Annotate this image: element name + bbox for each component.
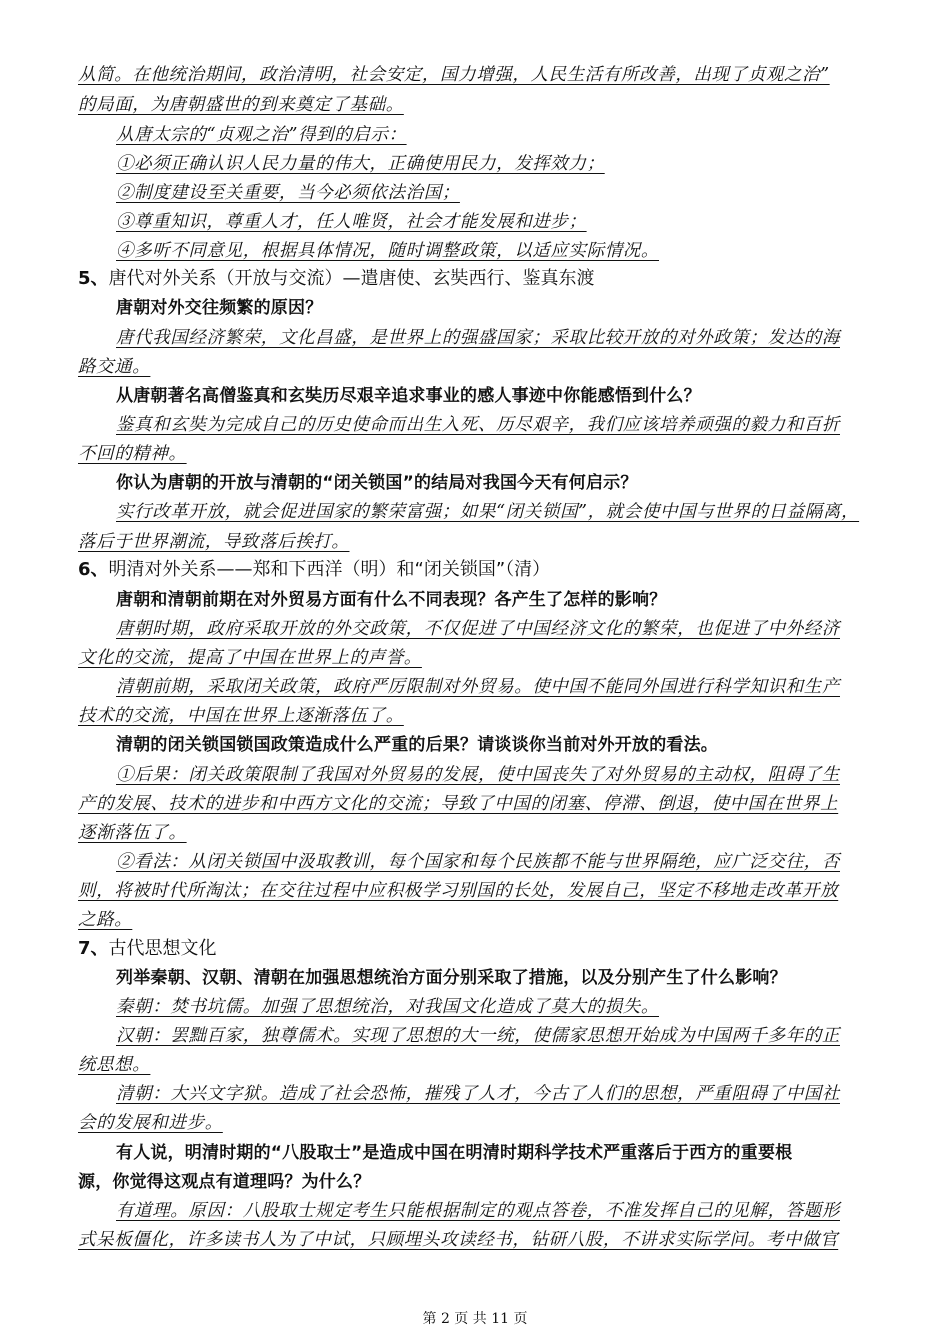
answer-line: 清朝前期，采取闭关政策，政府严厉限制对外贸易。使中国不能同外国进行科学知识和生产 [116, 677, 840, 697]
answer-line: ④多听不同意见，根据具体情况，随时调整政策，以适应实际情况。 [116, 241, 659, 261]
answer-line: 从唐太宗的“贞观之治”得到的启示： [116, 125, 407, 145]
answer-line: ①必须正确认识人民力量的伟大，正确使用民力，发挥效力； [116, 154, 605, 174]
answer-line: 唐代我国经济繁荣，文化昌盛，是世界上的强盛国家；采取比较开放的对外政策；发达的海 [116, 328, 840, 348]
section-title: 唐代对外关系（开放与交流）—遣唐使、玄奘西行、鉴真东渡 [108, 268, 595, 289]
answer-line: 则，将被时代所淘汰；在交往过程中应积极学习别国的长处，发展自己，坚定不移地走改革开放 [78, 881, 839, 901]
question-line: 清朝的闭关锁国锁国政策造成什么严重的后果？请谈谈你当前对外开放的看法。 [116, 735, 718, 755]
page-number-footer: 第 2 页 共 11 页 [422, 1311, 528, 1327]
answer-line: ③尊重知识，尊重人才，任人唯贤，社会才能发展和进步； [116, 212, 587, 232]
question-line: 你认为唐朝的开放与清朝的“闭关锁国”的结局对我国今天有何启示？ [116, 473, 638, 493]
answer-line: ②制度建设至关重要，当今必须依法治国； [116, 183, 460, 203]
question-line: 唐朝和清朝前期在对外贸易方面有什么不同表现？各产生了怎样的影响？ [116, 590, 667, 610]
answer-line: 鉴真和玄奘为完成自己的历史使命而出生入死、历尽艰辛，我们应该培养顽强的毅力和百折 [116, 415, 840, 435]
answer-line: 会的发展和进步。 [78, 1113, 223, 1133]
answer-line: 唐朝时期，政府采取开放的外交政策，不仅促进了中国经济文化的繁荣，也促进了中外经济 [116, 619, 840, 639]
answer-line: 路交通。 [78, 357, 151, 377]
question-line: 从唐朝著名高僧鉴真和玄奘历尽艰辛追求事业的感人事迹中你能感悟到什么？ [116, 386, 701, 406]
answer-line: 落后于世界潮流，导致落后挨打。 [78, 532, 350, 552]
answer-line: ①后果：闭关政策限制了我国对外贸易的发展，使中国丧失了对外贸易的主动权，阻碍了生 [116, 765, 840, 785]
section-title: 明清对外关系——郑和下西洋（明）和“闭关锁国”（清） [108, 559, 551, 580]
answer-line: ②看法：从闭关锁国中汲取教训，每个国家和每个民族都不能与世界隔绝，应广泛交往，否 [116, 852, 840, 872]
question-line: 列举秦朝、汉朝、清朝在加强思想统治方面分别采取了措施，以及分别产生了什么影响？ [116, 968, 787, 988]
section-heading-6 [78, 559, 888, 581]
answer-line: 从简。在他统治期间，政治清明，社会安定，国力增强，人民生活有所改善，出现了贞观之治” [78, 65, 830, 85]
answer-line: 技术的交流，中国在世界上逐渐落伍了。 [78, 706, 404, 726]
section-heading-7 [78, 938, 888, 960]
answer-line: 的局面，为唐朝盛世的到来奠定了基础。 [78, 95, 404, 115]
section-heading-5 [78, 268, 888, 290]
answer-line: 文化的交流，提高了中国在世界上的声誉。 [78, 648, 422, 668]
section-number: 7、 [78, 938, 109, 959]
section-title: 古代思想文化 [108, 938, 217, 959]
answer-line: 清朝：大兴文字狱。造成了社会恐怖，摧残了人才，今古了人们的思想，严重阻碍了中国社 [116, 1084, 840, 1104]
answer-line: 统思想。 [78, 1055, 151, 1075]
answer-line: 逐渐落伍了。 [78, 823, 187, 843]
answer-line: 秦朝：焚书坑儒。加强了思想统治，对我国文化造成了莫大的损失。 [116, 997, 659, 1017]
answer-line: 产的发展、技术的进步和中西方文化的交流；导致了中国的闭塞、停滞、倒退，使中国在世界上 [78, 794, 839, 814]
answer-line: 不回的精神。 [78, 444, 187, 464]
answer-line: 式呆板僵化，许多读书人为了中试，只顾埋头攻读经书，钻研八股，不讲求实际学问。考中做官 [78, 1230, 839, 1250]
question-line: 有人说，明清时期的“八股取士”是造成中国在明清时期科学技术严重落后于西方的重要根 [116, 1143, 793, 1163]
question-line: 源，你觉得这观点有道理吗？为什么？ [78, 1172, 371, 1192]
answer-line: 有道理。原因：八股取士规定考生只能根据制定的观点答卷，不准发挥自己的见解，答题形 [116, 1201, 840, 1221]
answer-line: 之路。 [78, 910, 133, 930]
section-number: 5、 [78, 268, 109, 289]
section-number: 6、 [78, 559, 109, 580]
question-line: 唐朝对外交往频繁的原因？ [116, 298, 323, 318]
answer-line: 实行改革开放，就会促进国家的繁荣富强；如果“闭关锁国”，就会使中国与世界的日益隔离， [116, 502, 860, 522]
answer-line: 汉朝：罢黜百家，独尊儒术。实现了思想的大一统，使儒家思想开始成为中国两千多年的正 [116, 1026, 840, 1046]
